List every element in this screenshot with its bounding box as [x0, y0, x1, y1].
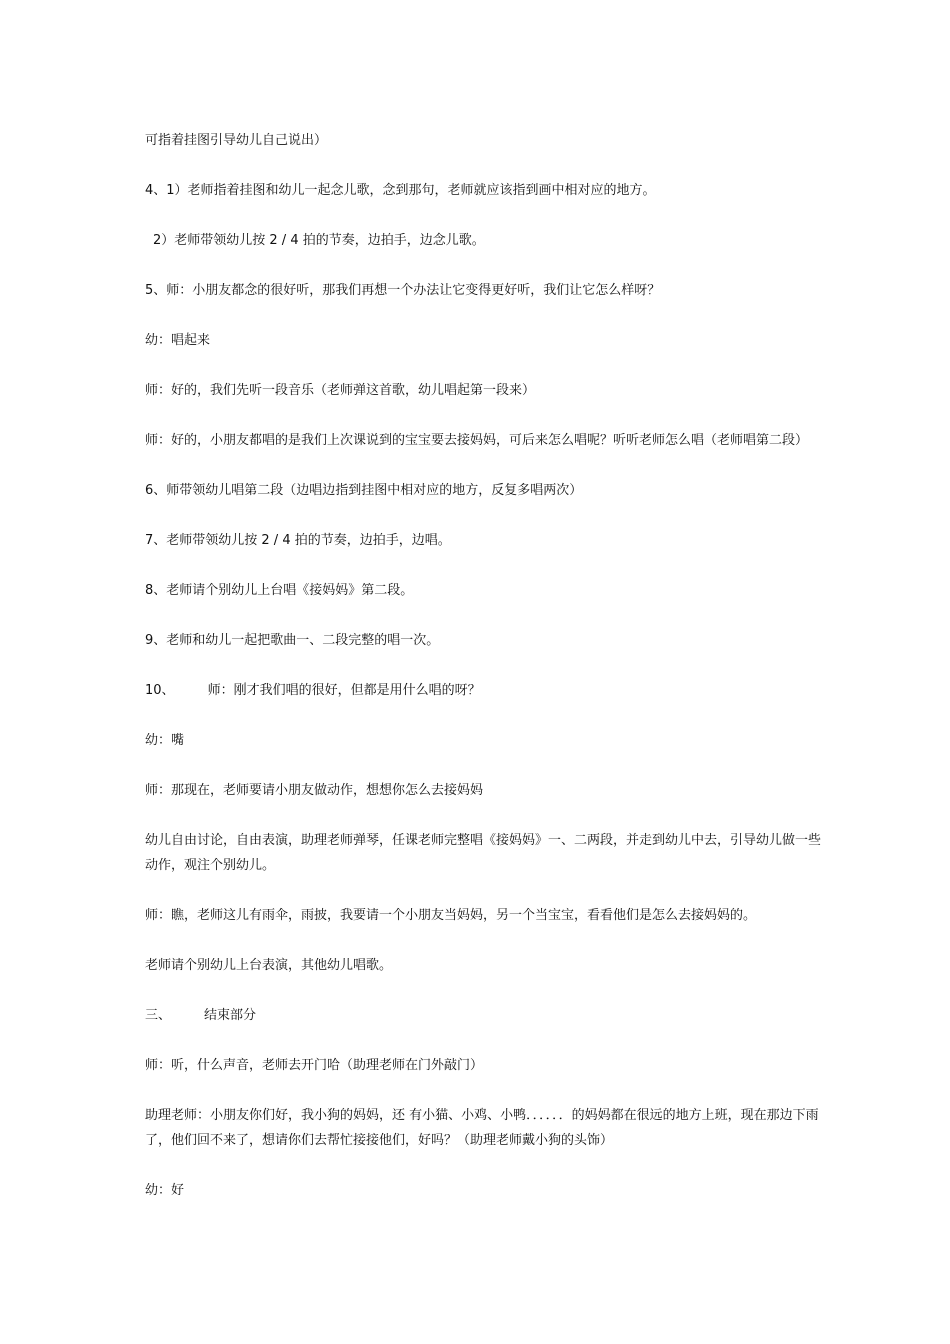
- paragraph-9: 7、老师带领幼儿按 2 / 4 拍的节奏，边拍手，边唱。: [145, 533, 451, 548]
- paragraph-10: 8、老师请个别幼儿上台唱《接妈妈》第二段。: [145, 583, 414, 598]
- paragraph-12: 10、 师：刚才我们唱的很好，但都是用什么唱的呀？: [145, 683, 481, 698]
- paragraph-15: 幼儿自由讨论，自由表演，助理老师弹琴，任课老师完整唱《接妈妈》一、二两段，并走到幼儿中去，引导幼儿做一些动作，观注个别幼儿。: [145, 833, 822, 873]
- paragraph-14: 师：那现在，老师要请小朋友做动作，想想你怎么去接妈妈: [145, 783, 484, 798]
- paragraph-11: 9、老师和幼儿一起把歌曲一、二段完整的唱一次。: [145, 633, 440, 648]
- paragraph-6: 师：好的，我们先听一段音乐（老师弹这首歌，幼儿唱起第一段来）: [145, 383, 536, 398]
- paragraph-21: 幼：好: [145, 1183, 185, 1198]
- paragraph-20: 助理老师：小朋友你们好，我小狗的妈妈，还 有小猫、小鸡、小鸭．．．．．．的妈妈都在很远的地方上班，现在那边下雨了，他们回不来了，想请你们去帮忙接接他们，好吗？（助理老师戴小狗的头饰）: [145, 1108, 819, 1148]
- section-heading-conclusion: 三、 结束部分: [145, 1008, 257, 1023]
- paragraph-7: 师：好的，小朋友都唱的是我们上次课说到的宝宝要去接妈妈，可后来怎么唱呢？听听老师怎么唱（老师唱第二段）: [145, 433, 809, 448]
- paragraph-13: 幼：嘴: [145, 733, 185, 748]
- paragraph-4: 5、师：小朋友都念的很好听，那我们再想一个办法让它变得更好听，我们让它怎么样呀？: [145, 283, 661, 298]
- paragraph-17: 老师请个别幼儿上台表演，其他幼儿唱歌。: [145, 958, 393, 973]
- paragraph-5: 幼：唱起来: [145, 333, 211, 348]
- paragraph-16: 师：瞧，老师这儿有雨伞，雨披，我要请一个小朋友当妈妈，另一个当宝宝，看看他们是怎么去接妈妈的。: [145, 908, 757, 923]
- paragraph-19: 师：听，什么声音，老师去开门哈（助理老师在门外敲门）: [145, 1058, 484, 1073]
- paragraph-1: 可指着挂图引导幼儿自己说出）: [145, 133, 328, 148]
- paragraph-2: 4、1）老师指着挂图和幼儿一起念儿歌，念到那句，老师就应该指到画中相对应的地方。: [145, 183, 656, 198]
- paragraph-3: 2）老师带领幼儿按 2 / 4 拍的节奏，边拍手，边念儿歌。: [153, 233, 485, 248]
- document-page: [145, 128, 825, 1228]
- paragraph-8: 6、师带领幼儿唱第二段（边唱边指到挂图中相对应的地方，反复多唱两次）: [145, 483, 583, 498]
